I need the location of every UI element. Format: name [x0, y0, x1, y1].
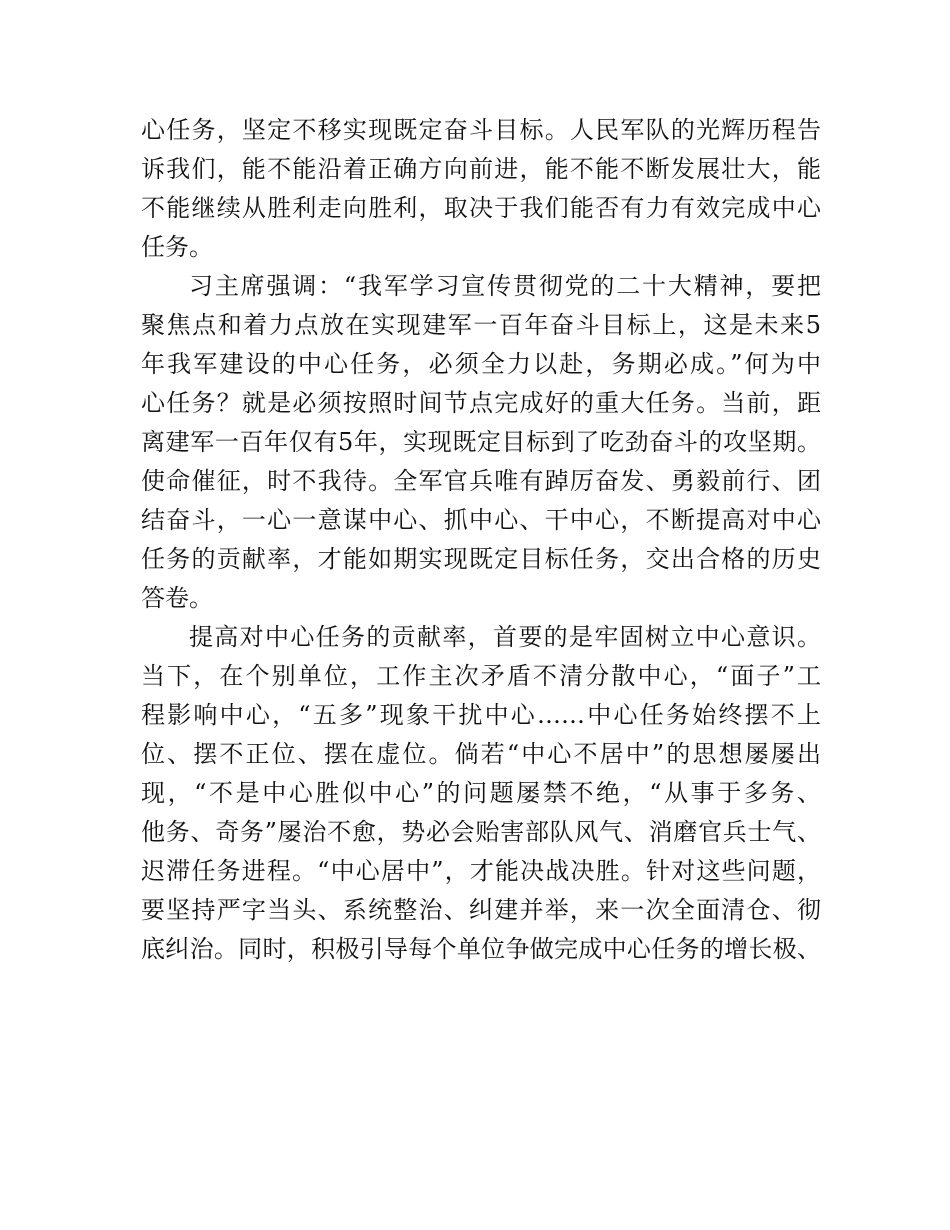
paragraph-1-line-1: 心任务，坚定不移实现既定奋斗目标。人民军队的光辉历程告: [141, 116, 821, 144]
paragraph-2-line-6: 使命催征，时不我待。全军官兵唯有踔厉奋发、勇毅前行、团: [141, 467, 821, 495]
document-body: [141, 111, 821, 969]
paragraph-2-line-8: 任务的贡献率，才能如期实现既定目标任务，交出合格的历史: [141, 545, 821, 573]
paragraph-1-line-4: 任务。: [141, 233, 213, 261]
paragraph-2-line-3: 年我军建设的中心任务，必须全力以赴，务期必成。”何为中: [141, 350, 821, 378]
paragraph-3-line-8: 要坚持严字当头、系统整治、纠建并举，来一次全面清仓、彻: [141, 896, 821, 924]
paragraph-3-line-5: 现，“不是中心胜似中心”的问题屡禁不绝，“从事于多务、: [141, 779, 821, 807]
paragraph-2-line-7: 结奋斗，一心一意谋中心、抓中心、干中心，不断提高对中心: [141, 506, 821, 534]
paragraph-2-line-9: 答卷。: [141, 584, 213, 612]
paragraph-3-line-9: 底纠治。同时，积极引导每个单位争做完成中心任务的增长极、: [141, 935, 821, 963]
paragraph-3-line-7: 迟滞任务进程。“中心居中”，才能决战决胜。针对这些问题，: [141, 857, 821, 885]
paragraph-2-line-2: 聚焦点和着力点放在实现建军一百年奋斗目标上，这是未来5: [141, 311, 821, 339]
paragraph-3-line-6: 他务、奇务”屡治不愈，势必会贻害部队风气、消磨官兵士气、: [141, 818, 821, 846]
paragraph-3-line-2: 当下，在个别单位，工作主次矛盾不清分散中心，“面子”工: [141, 662, 821, 690]
paragraph-3-line-3: 程影响中心，“五多”现象干扰中心……中心任务始终摆不上: [141, 701, 821, 729]
paragraph-2-line-5: 离建军一百年仅有5年，实现既定目标到了吃劲奋斗的攻坚期。: [141, 428, 821, 456]
paragraph-1-line-2: 诉我们，能不能沿着正确方向前进，能不能不断发展壮大，能: [141, 155, 821, 183]
paragraph-2-line-1: 习主席强调：“我军学习宣传贯彻党的二十大精神，要把: [189, 272, 821, 300]
paragraph-3-line-1: 提高对中心任务的贡献率，首要的是牢固树立中心意识。: [189, 623, 821, 651]
paragraph-1-line-3: 不能继续从胜利走向胜利，取决于我们能否有力有效完成中心: [141, 194, 821, 222]
paragraph-3-line-4: 位、摆不正位、摆在虚位。倘若“中心不居中”的思想屡屡出: [141, 740, 821, 768]
paragraph-2-line-4: 心任务？就是必须按照时间节点完成好的重大任务。当前，距: [141, 389, 821, 417]
